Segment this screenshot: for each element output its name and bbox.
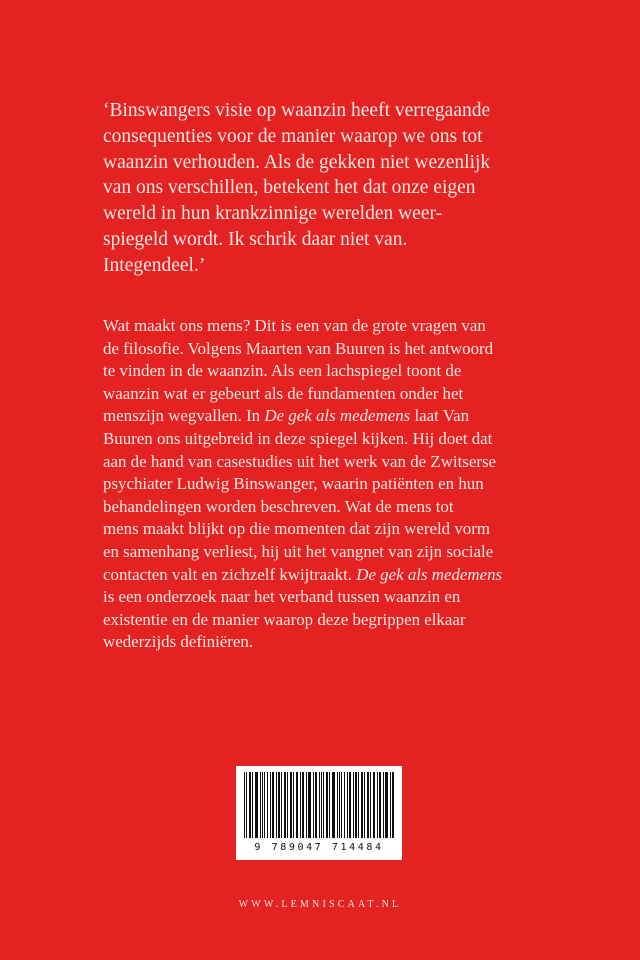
quote-line: consequenties voor de manier waarop we ons tot (103, 125, 483, 147)
barcode-bar (326, 772, 328, 838)
isbn-barcode (236, 766, 402, 860)
barcode-bar (260, 772, 261, 838)
quote-line: wereld in hun krankzinnige werelden weer- (103, 203, 443, 225)
barcode-bar (355, 772, 357, 838)
barcode-bar (319, 772, 320, 838)
barcode-bar (246, 772, 247, 838)
barcode-bar (302, 772, 304, 838)
book-description (103, 315, 623, 654)
barcode-bar (377, 772, 378, 838)
blurb-line: is een onderzoek naar het verband tussen waanzin en (103, 587, 461, 607)
barcode-bar (300, 772, 301, 838)
blurb-line: Buuren ons uitgebreid in deze spiegel kijken. Hij doet dat (103, 428, 493, 448)
blurb-line: te vinden in de waanzin. Als een lachspiegel toont de (103, 361, 462, 381)
barcode-bar (306, 772, 307, 838)
isbn-number: 9 789047 714484 (254, 842, 384, 853)
barcode-bar (264, 772, 265, 838)
quote-line: ‘Binswangers visie op waanzin heeft verregaande (103, 100, 491, 121)
barcode-bar (284, 772, 286, 838)
blurb-line: existentie en de manier waarop deze begrippen elkaar (103, 609, 466, 629)
barcode-bar (255, 772, 258, 838)
barcode-bar (308, 772, 311, 838)
blurb-line: waanzin wat er gebeurt als de fundamenten onder het (103, 383, 464, 403)
barcode-bar (358, 772, 359, 838)
barcode-bar (361, 772, 363, 838)
barcode-bar (347, 772, 348, 838)
barcode-bar (270, 772, 271, 838)
barcode-bar (249, 772, 251, 838)
barcode-bar (276, 772, 277, 838)
barcode-bar (392, 772, 394, 838)
barcode-bar (349, 772, 351, 838)
blurb-line: de filosofie. Volgens Maarten van Buuren is het antwoord (103, 338, 494, 358)
barcode-bar (244, 772, 245, 838)
blurb-line: psychiater Ludwig Binswanger, waarin patiënten en hun (103, 474, 484, 494)
barcode-bar (364, 772, 365, 838)
barcode-bar (272, 772, 274, 838)
barcode-bar (293, 772, 294, 838)
quote-line: Integendeel.’ (103, 254, 206, 276)
quote-line: waanzin verhouden. Als de gekken niet wezenlijk (103, 151, 491, 173)
barcode-bar (321, 772, 322, 838)
barcode-bar (315, 772, 317, 838)
barcode-bar (278, 772, 280, 838)
barcode-bar (373, 772, 375, 838)
blurb-line: mens maakt blijkt op die momenten dat zijn wereld vorm (103, 519, 490, 539)
barcode-bar (329, 772, 330, 838)
barcode-bar (267, 772, 268, 838)
barcode-bar (323, 772, 324, 838)
barcode-bar (262, 772, 263, 838)
barcode-bar (281, 772, 282, 838)
barcode-bar (296, 772, 298, 838)
blurb-text: contacten valt en zichzelf kwijtraakt. (103, 564, 353, 584)
barcode-bar (290, 772, 292, 838)
quote-line: van ons verschillen, betekent het dat onze eigen (103, 177, 476, 199)
back-cover-quote (103, 98, 603, 279)
book-title-italic: De gek als medemens (356, 564, 503, 584)
blurb-line: behandelingen worden beschreven. Wat de mens tot (103, 496, 454, 516)
barcode-bar (344, 772, 345, 838)
blurb-line: aan de hand van casestudies uit het werk van de Zwitserse (103, 451, 497, 471)
barcode-bar (337, 772, 338, 838)
publisher-website: WWW.LEMNISCAAT.NL (238, 899, 402, 910)
blurb-text: laat Van (414, 406, 470, 426)
barcode-bar (385, 772, 388, 838)
barcode-bar (353, 772, 354, 838)
blurb-line: Wat maakt ons mens? Dit is een van de grote vragen van (103, 316, 486, 335)
barcode-bar (339, 772, 340, 838)
barcode-bar (379, 772, 381, 838)
blurb-line: wederzijds definiëren. (103, 632, 254, 652)
barcode-bar (313, 772, 314, 838)
book-title-italic: De gek als medemens (264, 406, 411, 426)
barcode-bar (390, 772, 391, 838)
barcode-bar (252, 772, 253, 838)
barcode-bar (383, 772, 384, 838)
blurb-text: menszijn wegvallen. In (103, 406, 261, 426)
barcode-bar (367, 772, 369, 838)
quote-line: spiegeld wordt. Ik schrik daar niet van. (103, 228, 408, 250)
barcode-bar (332, 772, 335, 838)
blurb-line (103, 405, 623, 428)
blurb-line: en samenhang verliest, hij uit het vangnet van zijn sociale (103, 541, 494, 561)
barcode-bar (341, 772, 342, 838)
barcode-bar (370, 772, 371, 838)
barcode-bar (287, 772, 288, 838)
blurb-line (103, 564, 623, 587)
